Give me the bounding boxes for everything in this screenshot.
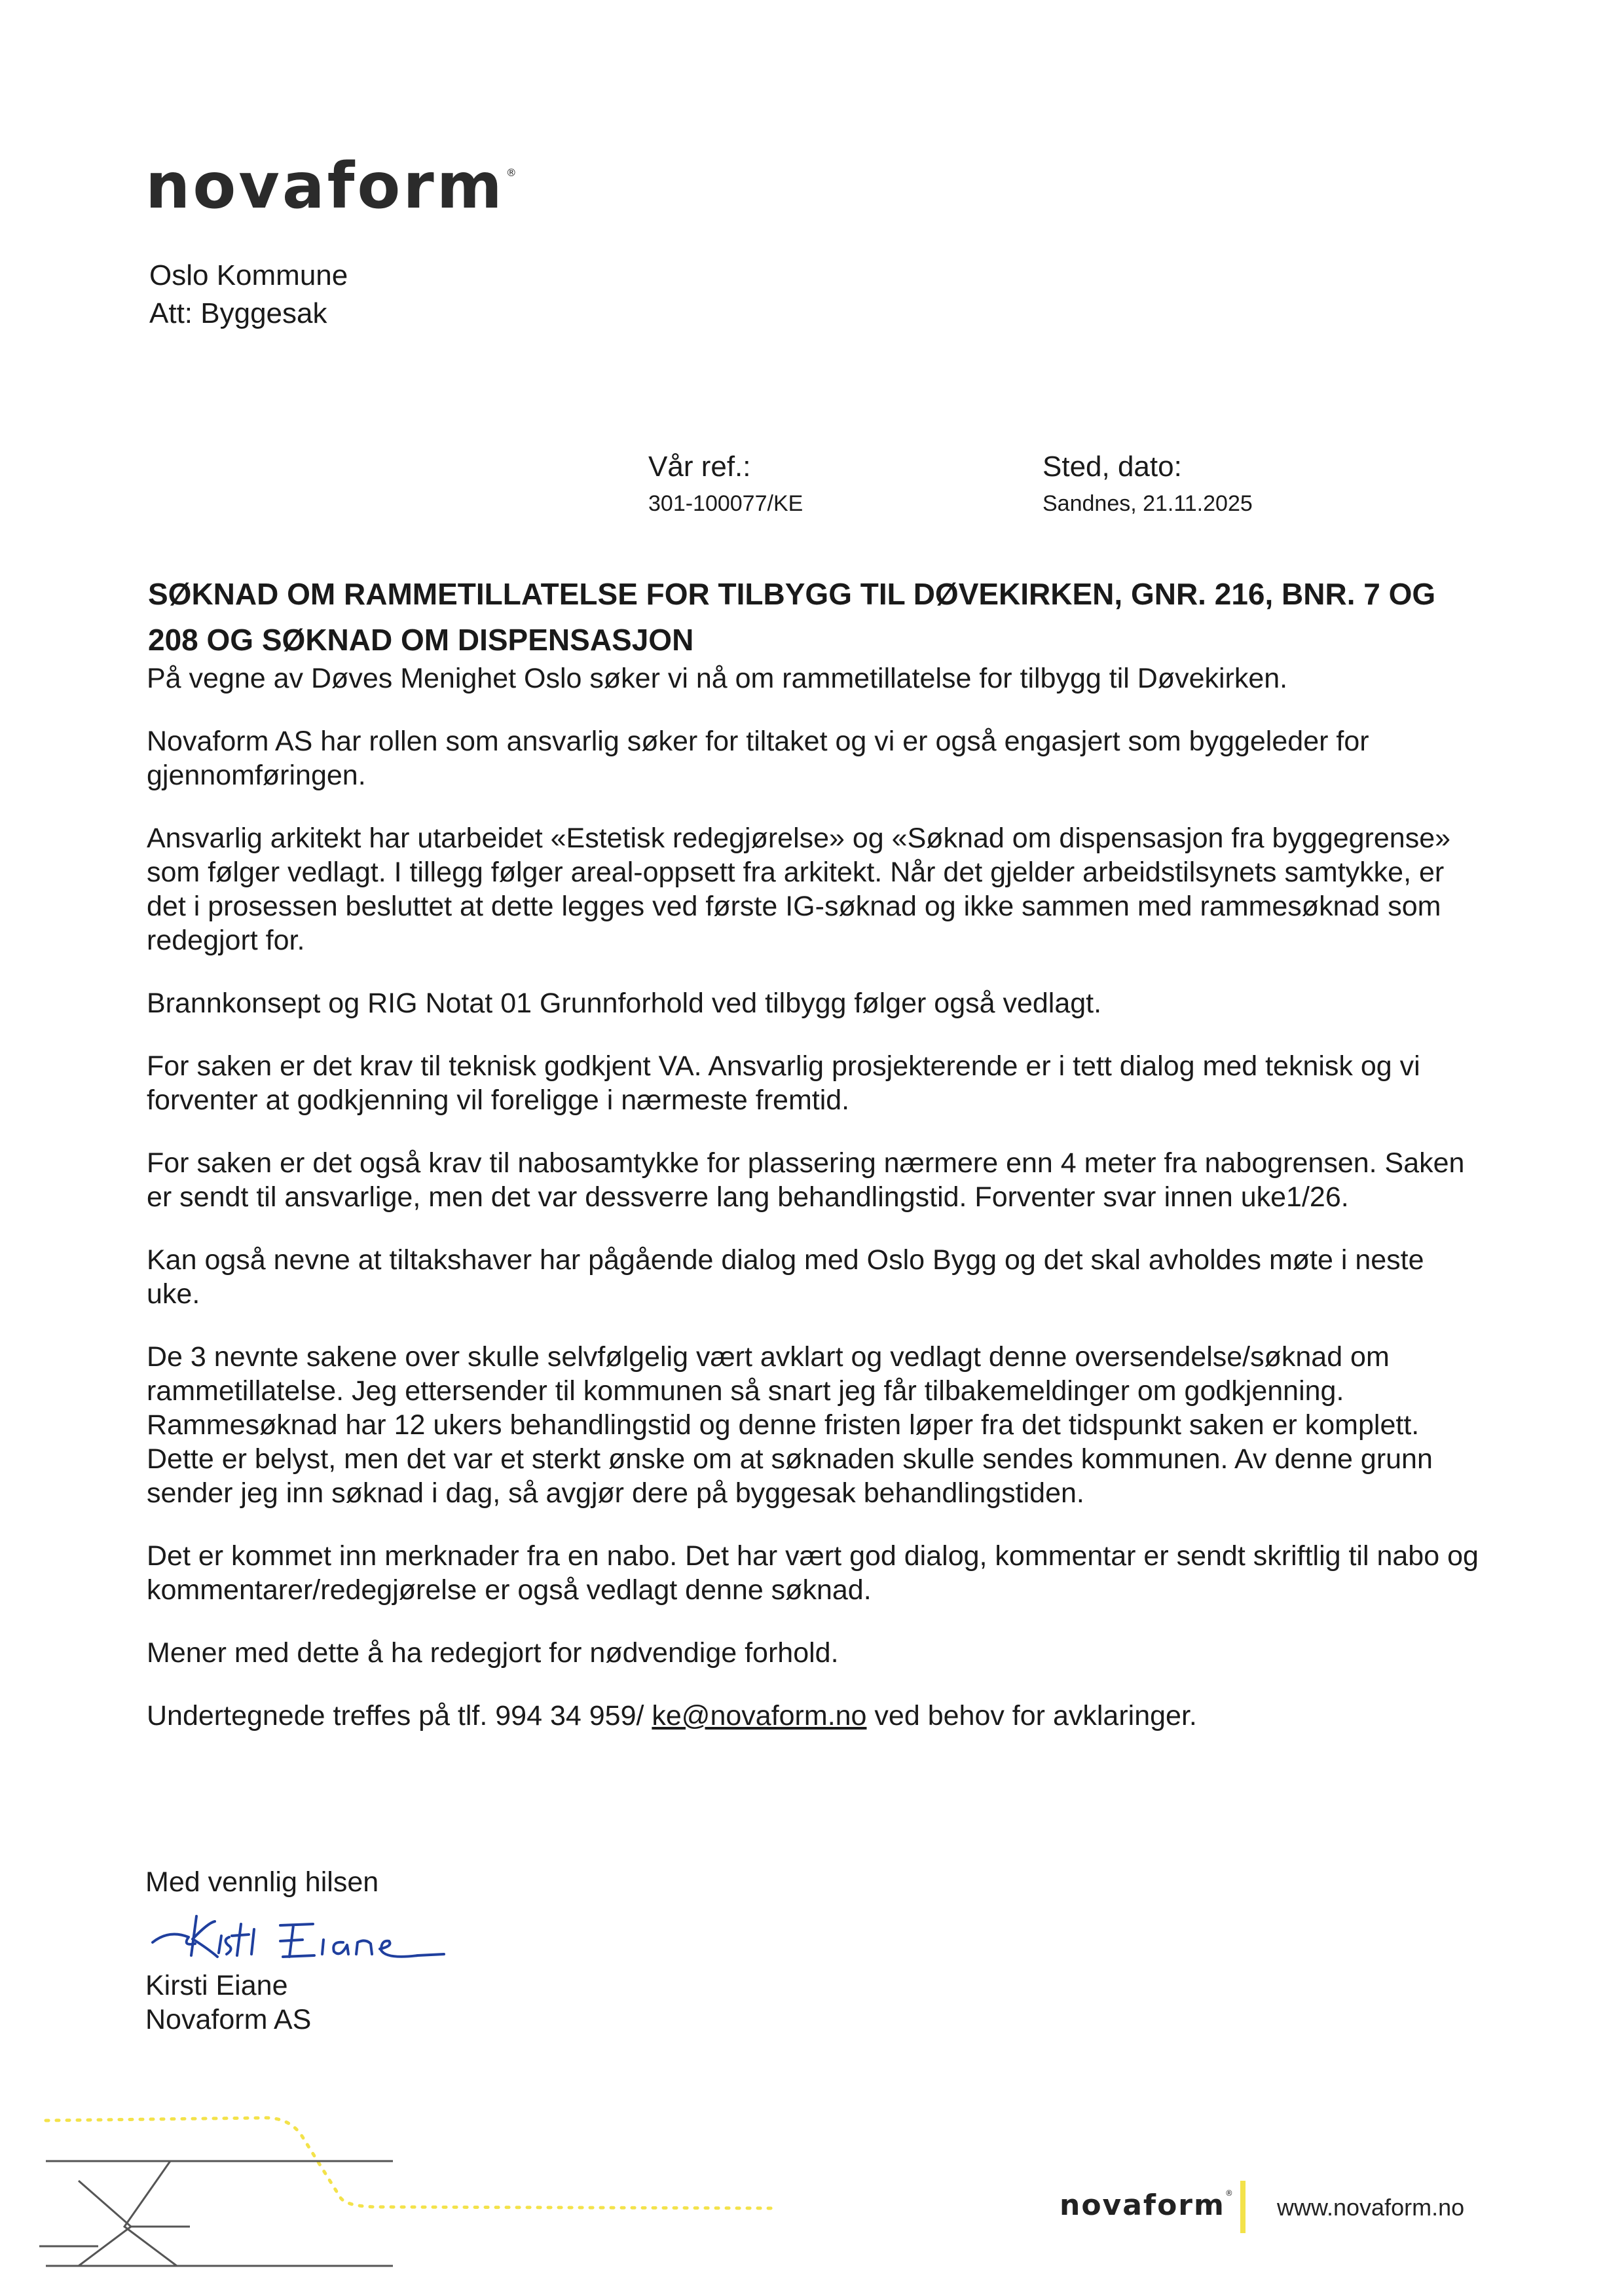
recipient-name: Oslo Kommune — [149, 259, 348, 291]
subject-line-2: 208 OG SØKNAD OM DISPENSASJON — [148, 623, 694, 657]
signer-name: Kirsti Eiane — [145, 1970, 288, 2001]
paragraph-conclusion: Mener med dette å ha redegjort for nødvendige forhold. — [147, 1637, 839, 1669]
our-reference — [648, 449, 803, 519]
company-logo — [145, 149, 519, 223]
contact-text-end: ved behov for avklaringer. — [866, 1700, 1197, 1731]
handwritten-signature — [149, 1903, 464, 1972]
signer-company: Novaform AS — [145, 2004, 312, 2035]
registered-mark: ® — [506, 166, 519, 179]
line-graphic-icon — [39, 2109, 786, 2286]
closing-greeting: Med vennlig hilsen — [145, 1866, 379, 1898]
subject-heading — [148, 571, 1490, 663]
footer-decoration — [39, 2109, 786, 2289]
our-ref-label: Vår ref.: — [648, 451, 751, 483]
place-date-label: Sted, dato: — [1043, 451, 1182, 483]
paragraph-intro: På vegne av Døves Menighet Oslo søker vi nå om rammetillatelse for tilbygg til Døvekirken. — [147, 663, 1288, 694]
paragraph-architect: Ansvarlig arkitekt har utarbeidet «Estetisk redegjørelse» og «Søknad om dispensasjon fra byggegrense» som følger vedlagt. I tillegg følger areal-oppsett fra arkitekt. Når det gjelder arbeidstilsynets samtykke, er det i prosessen besluttet at dette legges ved første IG-søknad og ikke sammen med rammesøknad som redegjort for. — [147, 823, 1451, 956]
our-ref-value: 301-100077/KE — [648, 491, 803, 516]
letter-body — [147, 661, 1483, 1762]
logo-text: novaform — [145, 149, 505, 223]
paragraph-attachments: Brannkonsept og RIG Notat 01 Grunnforhold ved tilbygg følger også vedlagt. — [147, 988, 1102, 1019]
place-date-value: Sandnes, 21.11.2025 — [1043, 491, 1253, 516]
footer-registered-mark: ® — [1225, 2189, 1234, 2198]
signer-block — [145, 1969, 311, 2037]
paragraph-role: Novaform AS har rollen som ansvarlig søker for tiltaket og vi er også engasjert som byggeleder for gjennomføringen. — [147, 726, 1369, 791]
paragraph-neighbour-remarks: Det er kommet inn merknader fra en nabo. Det har vært god dialog, kommentar er sendt skriftlig til nabo og kommentarer/redegjørelse er også vedlagt denne søknad. — [147, 1540, 1479, 1606]
footer-website-link[interactable]: www.novaform.no — [1277, 2194, 1465, 2221]
contact-text: Undertegnede treffes på tlf. 994 34 959/ — [147, 1700, 652, 1731]
paragraph-pending-cases: De 3 nevnte sakene over skulle selvfølgelig vært avklart og vedlagt denne oversendelse/søknad om rammetillatelse. Jeg ettersender til kommunen så snart jeg får tilbakemeldinger om godkjenning. Rammesøknad har 12 ukers behandlingstid og denne fristen løper fra det tidspunkt saken er komplett. Dette er belyst, men det var et sterkt ønske om at søknaden skulle sendes kommunen. Av denne grunn sender jeg inn søknad i dag, så avgjør dere på byggesak behandlingstiden. — [147, 1341, 1433, 1509]
paragraph-neighbour-consent: For saken er det også krav til nabosamtykke for plassering nærmere enn 4 meter fra nabogrensen. Saken er sendt til ansvarlige, men det var dessverre lang behandlingstid. Forventer svar innen uke1/26. — [147, 1147, 1465, 1213]
signature-icon — [149, 1903, 464, 1969]
footer-accent-bar — [1240, 2181, 1246, 2233]
recipient-address — [149, 257, 348, 333]
paragraph-oslo-bygg: Kan også nevne at tiltakshaver har pågående dialog med Oslo Bygg og det skal avholdes møte i neste uke. — [147, 1244, 1424, 1310]
footer-logo — [1060, 2189, 1234, 2222]
footer-logo-text: novaform — [1060, 2189, 1225, 2222]
email-link[interactable]: ke@novaform.no — [652, 1700, 867, 1731]
paragraph-va: For saken er det krav til teknisk godkjent VA. Ansvarlig prosjekterende er i tett dialog med teknisk og vi forventer at godkjenning vil foreligge i nærmeste fremtid. — [147, 1050, 1420, 1116]
subject-line-1: SØKNAD OM RAMMETILLATELSE FOR TILBYGG TIL DØVEKIRKEN, GNR. 216, BNR. 7 OG — [148, 577, 1436, 611]
recipient-attention: Att: Byggesak — [149, 297, 327, 329]
place-date — [1043, 449, 1253, 519]
paragraph-contact — [147, 1699, 1483, 1733]
